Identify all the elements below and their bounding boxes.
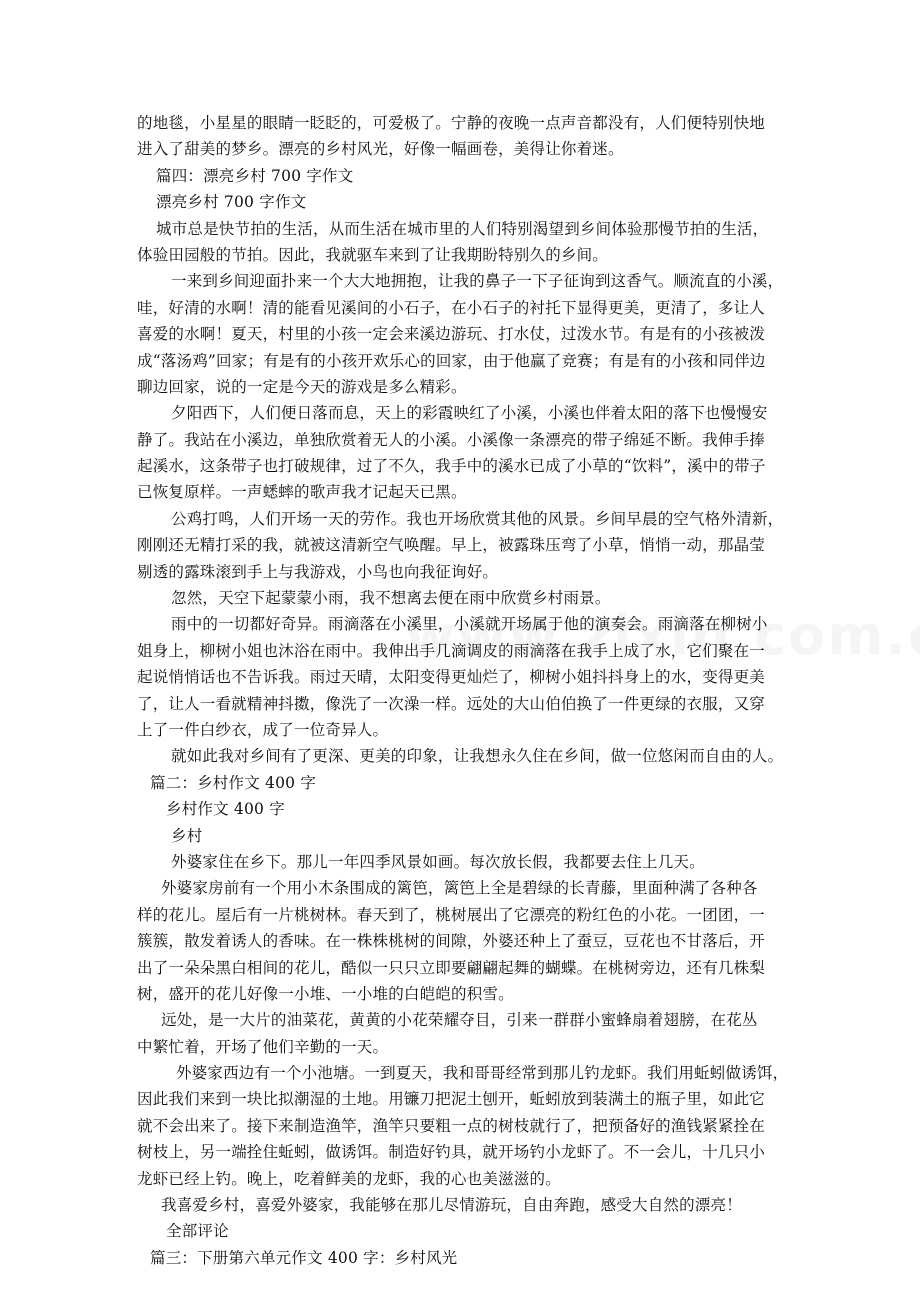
essay-title: 漂亮乡村 700 字作文 (156, 193, 307, 212)
text-line: 我喜爱乡村，喜爱外婆家，我能够在那儿尽情游玩，自由奔跑，感受大自然的漂亮！ (161, 1196, 742, 1215)
text-line: 龙虾已经上钓。晚上，吃着鲜美的龙虾，我的心也美滋滋的。 (137, 1169, 561, 1188)
text-line: 上了一件白纱衣，成了一位奇异人。 (137, 720, 389, 739)
essay-title: 乡村作文 400 字 (166, 800, 285, 819)
essay-subtitle: 乡村 (171, 826, 203, 845)
comments-label: 全部评论 (166, 1222, 229, 1241)
text-line: 簇簇，散发着诱人的香味。在一株株桃树的间隙，外婆还种上了蚕豆，豆花也不甘落后，开 (137, 932, 766, 951)
section-heading: 篇三：下册第六单元作文 400 字：乡村风光 (150, 1248, 458, 1267)
text-line: 远处，是一大片的油菜花，黄黄的小花荣耀夺目，引来一群群小蜜蜂扇着翅膀，在花丛 (161, 1011, 758, 1030)
text-line: 成“落汤鸡”回家；有是有的小孩开欢乐心的回家，由于他赢了竞赛；有是有的小孩和同伴边 (137, 351, 766, 370)
text-line: 哇，好清的水啊！清的能看见溪间的小石子，在小石子的衬托下显得更美，更清了，多让人 (137, 298, 766, 317)
text-line: 起说悄悄话也不告诉我。雨过天晴，太阳变得更灿烂了，柳树小姐抖抖身上的水，变得更美 (137, 668, 766, 687)
text-line: 的地毯，小星星的眼睛一眨眨的，可爱极了。宁静的夜晚一点声音都没有，人们便特别快地 (137, 114, 766, 132)
text-line: 已恢复原样。一声蟋蟀的歌声我才记起天已黑。 (137, 483, 467, 502)
text-line: 外婆家房前有一个用小木条围成的篱笆，篱笆上全是碧绿的长青藤，里面种满了各种各 (161, 879, 758, 898)
text-line: 夕阳西下，人们便日落而息，天上的彩霞映红了小溪，小溪也伴着太阳的落下也慢慢安 (171, 404, 768, 423)
section-heading: 篇四：漂亮乡村 700 字作文 (156, 166, 354, 185)
section-heading: 篇二：乡村作文 400 字 (150, 773, 317, 792)
text-line: 剔透的露珠滚到手上与我游戏，小鸟也向我征询好。 (137, 562, 499, 581)
text-line: 一来到乡间迎面扑来一个大大地拥抱，让我的鼻子一下子征询到这香气。顺流直的小溪， (171, 272, 784, 291)
text-line: 雨中的一切都好奇异。雨滴落在小溪里，小溪就开场属于他的演奏会。雨滴落在柳树小 (171, 615, 768, 634)
text-line: 树，盛开的花儿好像一小堆、一小堆的白皑皑的积雪。 (137, 984, 514, 1003)
text-line: 体验田园般的节拍。因此，我就驱车来到了让我期盼特别久的乡间。 (137, 245, 609, 264)
text-line: 喜爱的水啊！夏天，村里的小孩一定会来溪边游玩、打水仗，过泼水节。有是有的小孩被泼 (137, 325, 766, 344)
text-line: 因此我们来到一块比拟潮湿的土地。用镰刀把泥土刨开，蚯蚓放到装满土的瓶子里，如此它 (137, 1090, 766, 1109)
text-line: 静了。我站在小溪边，单独欣赏着无人的小溪。小溪像一条漂亮的带子绵延不断。我伸手捧 (137, 430, 766, 449)
text-line: 姐身上，柳树小姐也沐浴在雨中。我伸出手几滴调皮的雨滴落在我手上成了水，它们聚在一 (137, 641, 766, 660)
text-line: 起溪水，这条带子也打破规律，过了不久，我手中的溪水已成了小草的“饮料”，溪中的带子 (137, 457, 766, 476)
document-body (0, 110, 920, 1271)
text-line: 进入了甜美的梦乡。漂亮的乡村风光，好像一幅画卷，美得让你着迷。 (137, 140, 624, 159)
text-line: 出了一朵朵黑白相间的花儿，酷似一只只立即要翩翩起舞的蝴蝶。在桃树旁边，还有几株梨 (137, 958, 766, 977)
text-line: 样的花儿。屋后有一片桃树林。春天到了，桃树展出了它漂亮的粉红色的小花。一团团，一 (137, 905, 766, 924)
text-line: 聊边回家，说的一定是今天的游戏是多么精彩。 (137, 377, 467, 396)
text-line: 忽然，天空下起蒙蒙小雨，我不想离去便在雨中欣赏乡村雨景。 (171, 589, 611, 608)
text-line: 树枝上，另一端拴住蚯蚓，做诱饵。制造好钓具，就开场钓小龙虾了。不一会儿，十几只小 (137, 1143, 766, 1162)
text-line: 刚刚还无精打采的我，就被这清新空气唤醒。早上，被露珠压弯了小草，悄悄一动，那晶莹 (137, 536, 766, 555)
text-line: 公鸡打鸣，人们开场一天的劳作。我也开场欣赏其他的风景。乡间早晨的空气格外清新， (171, 509, 784, 528)
text-line: 外婆家住在乡下。那儿一年四季风景如画。每次放长假，我都要去住上几天。 (171, 852, 705, 871)
text-line: 就如此我对乡间有了更深、更美的印象，让我想永久住在乡间，做一位悠闲而自由的人。 (171, 747, 784, 766)
text-line: 中繁忙着，开场了他们辛勤的一天。 (137, 1037, 389, 1056)
text-line: 就不会出来了。接下来制造渔竿，渔竿只要粗一点的树枝就行了，把预备好的渔钱紧紧拴在 (137, 1116, 766, 1135)
text-line: 外婆家西边有一个小池塘。一到夏天，我和哥哥经常到那儿钓龙虾。我们用蚯蚓做诱饵， (176, 1064, 789, 1083)
text-line: 了，让人一看就精神抖擞，像洗了一次澡一样。远处的大山伯伯换了一件更绿的衣服，又穿 (137, 694, 766, 713)
text-line: 城市总是快节拍的生活，从而生活在城市里的人们特别渴望到乡间体验那慢节拍的生活， (156, 219, 769, 238)
